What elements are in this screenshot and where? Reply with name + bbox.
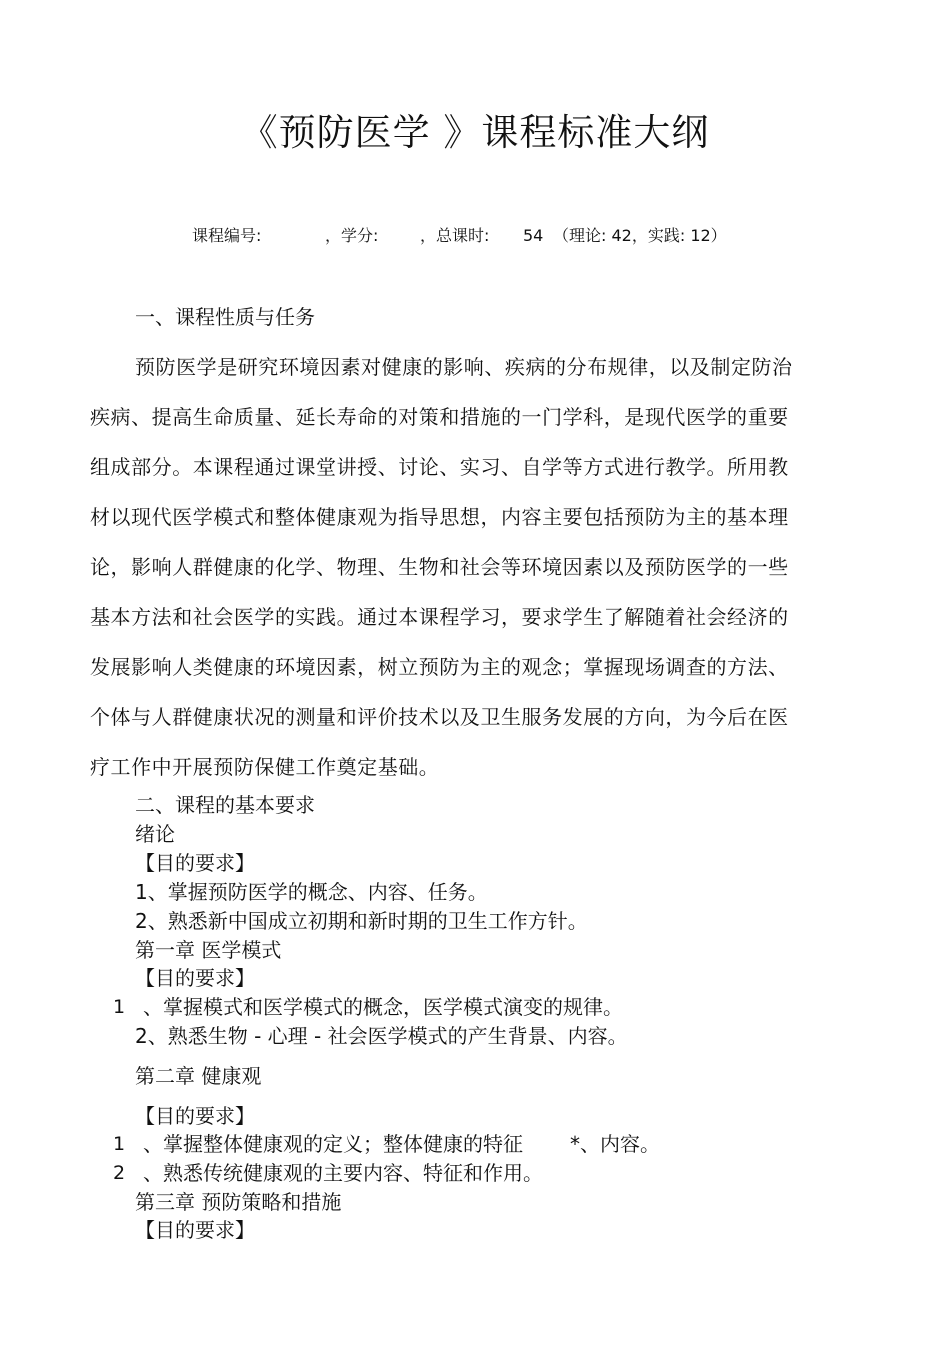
chapter-2-item-2-number: 2 <box>113 1162 126 1184</box>
section-2-heading: 二、课程的基本要求 <box>135 793 315 817</box>
paragraph-line: 组成部分。本课程通过课堂讲授、讨论、实习、自学等方式进行教学。所用教 <box>90 455 789 479</box>
total-hours-label: ，总课时: <box>420 226 490 245</box>
paragraph-line: 材以现代医学模式和整体健康观为指导思想，内容主要包括预防为主的基本理 <box>90 505 789 529</box>
chapter-3-requirements-label: 【目的要求】 <box>135 1218 255 1242</box>
paragraph-line: 基本方法和社会医学的实践。通过本课程学习，要求学生了解随着社会经济的 <box>90 605 789 629</box>
paragraph-line: 预防医学是研究环境因素对健康的影响、疾病的分布规律，以及制定防治 <box>135 355 793 379</box>
paragraph-line: 疾病、提高生命质量、延长寿命的对策和措施的一门学科，是现代医学的重要 <box>90 405 789 429</box>
chapter-1-item-1-number: 1 <box>113 996 126 1018</box>
chapter-2-item-1-text: 、掌握整体健康观的定义；整体健康的特征 <box>143 1132 523 1156</box>
document-title: 《预防医学 》课程标准大纲 <box>240 111 710 154</box>
chapter-3-title: 第三章 预防策略和措施 <box>135 1190 342 1214</box>
total-hours-value: 54 <box>523 226 544 245</box>
paragraph-line: 疗工作中开展预防保健工作奠定基础。 <box>90 755 440 779</box>
paragraph-line: 论，影响人群健康的化学、物理、生物和社会等环境因素以及预防医学的一些 <box>90 555 789 579</box>
chapter-1-item-2: 2、熟悉生物 - 心理 - 社会医学模式的产生背景、内容。 <box>135 1024 628 1048</box>
chapter-2-item-1-tail: *、内容。 <box>570 1132 660 1156</box>
chapter-2-item-2-text: 、熟悉传统健康观的主要内容、特征和作用。 <box>143 1161 543 1185</box>
chapter-1-title: 第一章 医学模式 <box>135 938 282 962</box>
chapter-2-requirements-label: 【目的要求】 <box>135 1104 255 1128</box>
chapter-2-title: 第二章 健康观 <box>135 1064 262 1088</box>
intro-title: 绪论 <box>135 822 175 846</box>
chapter-1-item-1-text: 、掌握模式和医学模式的概念，医学模式演变的规律。 <box>143 995 623 1019</box>
credit-label: ，学分: <box>325 226 379 245</box>
chapter-1-requirements-label: 【目的要求】 <box>135 966 255 990</box>
section-1-paragraph <box>90 352 810 782</box>
intro-item-2: 2、熟悉新中国成立初期和新时期的卫生工作方针。 <box>135 909 588 933</box>
paragraph-line: 个体与人群健康状况的测量和评价技术以及卫生服务发展的方向，为今后在医 <box>90 705 789 729</box>
intro-requirements-label: 【目的要求】 <box>135 851 255 875</box>
paragraph-line: 发展影响人类健康的环境因素，树立预防为主的观念；掌握现场调查的方法、 <box>90 655 789 679</box>
course-code-label: 课程编号: <box>192 226 262 245</box>
hours-breakdown: （理论: 42，实践: 12） <box>553 226 727 245</box>
chapter-2-item-1-number: 1 <box>113 1133 126 1155</box>
section-1-heading: 一、课程性质与任务 <box>135 305 315 329</box>
intro-item-1: 1、掌握预防医学的概念、内容、任务。 <box>135 880 488 904</box>
